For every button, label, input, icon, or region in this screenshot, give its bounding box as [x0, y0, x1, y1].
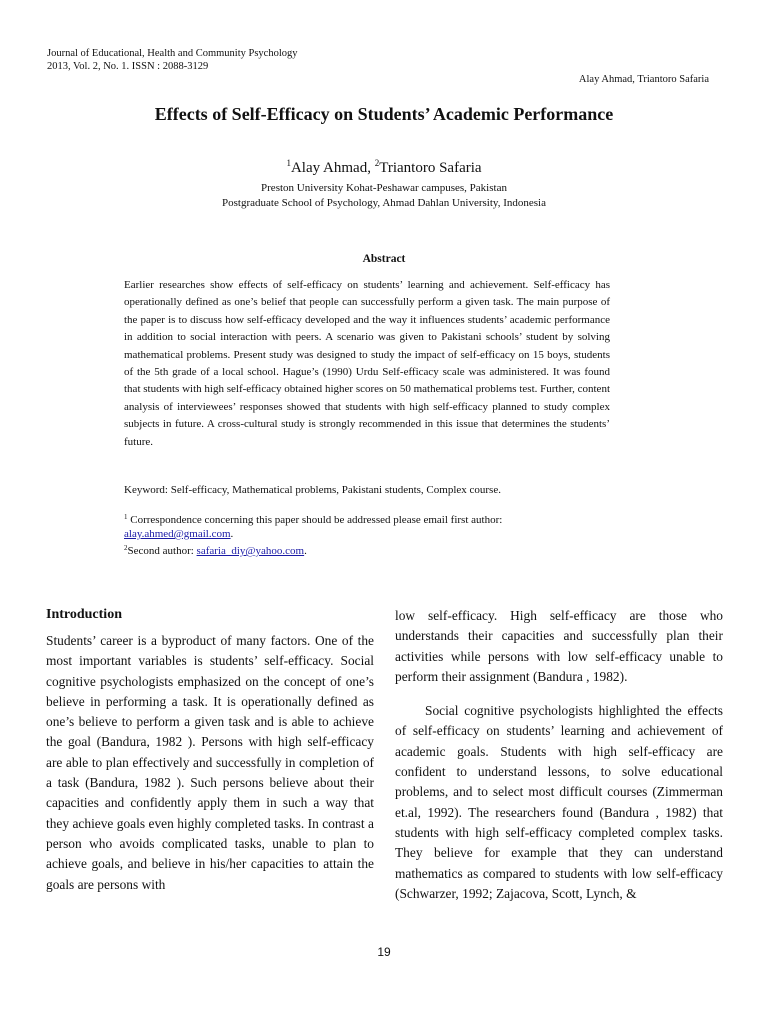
- author2-mark: 2: [374, 158, 380, 168]
- intro-paragraph-2: Social cognitive psychologists highlighted the effects of self-efficacy on students’ learning and achievement of academic goals. Students with high self-efficacy are confident to understand lessons, to solve educational problems, and to select most difficult courses (Zimmerman et.al, 1992). The researchers found (Bandura , 1982) that students with high self-efficacy completed complex tasks. They believe for example that they can understand mathematics as compared to students with low self-efficacy (Schwarzer, 1992; Zajacova, Scott, Lynch, &: [395, 703, 723, 901]
- punctuation: .: [304, 545, 307, 557]
- page-number: 19: [377, 945, 391, 959]
- email-link-second-author[interactable]: safaria_diy@yahoo.com: [196, 545, 305, 557]
- footnote-text: Correspondence concerning this paper should be addressed please email first author:: [130, 514, 503, 526]
- journal-name: Journal of Educational, Health and Community Psychology: [47, 48, 298, 59]
- journal-issue: 2013, Vol. 2, No. 1. ISSN : 2088-3129: [47, 61, 209, 72]
- punctuation: .: [230, 528, 234, 540]
- abstract-text: Earlier researches show effects of self-efficacy on students’ learning and achievement. Self-efficacy has operationally defined as one’s belief that people can successfully perform a given task. The main purpose of the paper is to discuss how self-efficacy developed and the way it influences students’ academic performance in addition to social interaction with peers. A scenario was given to Pakistani schools’ student by solving mathematical problems. Present study was designed to study the impact of self-efficacy on 15 boys, students of the 5th grade of a local school. Hague’s (1990) Urdu Self-efficacy scale was administered. It was found that students with high self-efficacy obtained higher scores on 50 mathematical problems test. Further, content analysis of interviewees’ responses showed that students with high self-efficacy planned to study complex subjects in future. A cross-cultural study is strongly recommended in this issue that determines the students’ future.: [124, 279, 610, 448]
- running-header-authors: Alay Ahmad, Triantoro Safaria: [578, 74, 709, 85]
- affiliation-2: Postgraduate School of Psychology, Ahmad Dahlan University, Indonesia: [222, 197, 546, 209]
- footnote-mark-2: 2: [124, 544, 128, 552]
- section-heading-introduction: Introduction: [46, 607, 122, 622]
- author1-mark: 1: [286, 158, 291, 168]
- paper-title: Effects of Self-Efficacy on Students’ Academic Performance: [154, 104, 614, 124]
- intro-paragraph-1-continued: low self-efficacy. High self-efficacy are those who understands their capacities and successfully plan their activities while persons with low self-efficacy unable to perform their assignment (Bandura , 1982).: [395, 608, 723, 684]
- affiliations: [0, 181, 768, 211]
- journal-info: [47, 47, 298, 73]
- left-column: [46, 605, 374, 895]
- keywords: Keyword: Self-efficacy, Mathematical problems, Pakistani students, Complex course.: [124, 484, 501, 496]
- right-column: [395, 606, 723, 904]
- second-author-label: Second author:: [127, 545, 197, 557]
- paragraph-gap: [395, 687, 723, 701]
- correspondence-footnote: [124, 510, 610, 558]
- abstract-heading: Abstract: [362, 253, 406, 265]
- footnote-mark-1: 1: [124, 513, 128, 521]
- affiliation-1: Preston University Kohat-Peshawar campuses, Pakistan: [261, 182, 507, 194]
- email-link-first-author[interactable]: alay.ahmed@gmail.com: [124, 528, 231, 540]
- author1-name: Alay Ahmad,: [290, 160, 375, 176]
- intro-paragraph-1: Students’ career is a byproduct of many factors. One of the most important variables is students’ self-efficacy. Social cognitive psychologists emphasized on the concept of one’s believe in performing a task. It is operationally defined as one’s believe to perform a given task and is able to achieve the goal (Bandura, 1982 ). Persons with high self-efficacy are able to plan effectively and successfully in completion of a task (Bandura, 1982 ). Such persons believe about their capacities and confidently apply them in such a way that they achieve goals even highly completed tasks. In contrast a person who avoids complicated tasks, unable to plan to achieve goals, and believe in his/her capacities to attain the goals are persons with: [46, 633, 374, 892]
- author-line: [0, 158, 768, 177]
- author2-name: Triantoro Safaria: [379, 160, 482, 176]
